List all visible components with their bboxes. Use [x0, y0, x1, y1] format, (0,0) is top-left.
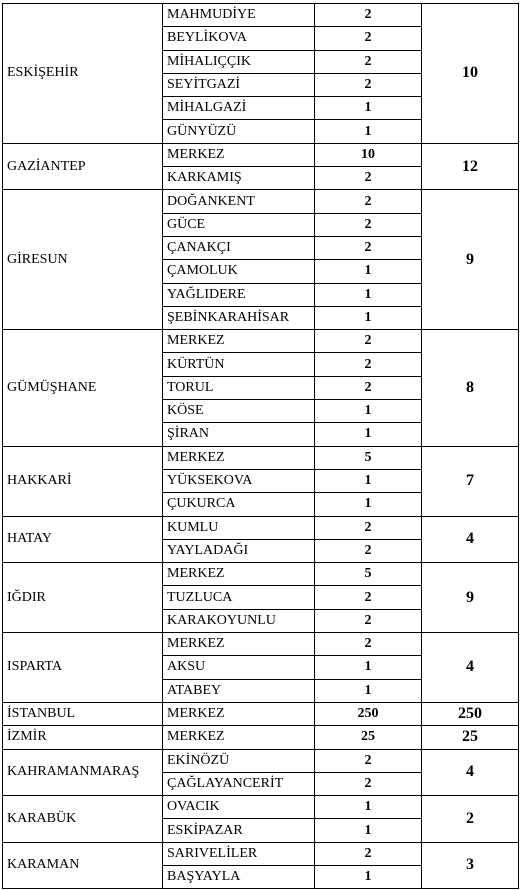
district-name: SARIVELİLER — [163, 842, 315, 865]
district-count: 5 — [315, 446, 422, 469]
district-name: SEYİTGAZİ — [163, 73, 315, 96]
district-count: 1 — [315, 97, 422, 120]
district-name: ŞİRAN — [163, 423, 315, 446]
province-name: ISPARTA — [3, 633, 163, 703]
province-name: GAZİANTEP — [3, 143, 163, 190]
district-name: YÜKSEKOVA — [163, 469, 315, 492]
district-name: OVACIK — [163, 796, 315, 819]
district-count: 1 — [315, 469, 422, 492]
province-name: GÜMÜŞHANE — [3, 330, 163, 446]
table-row — [3, 749, 519, 772]
district-name: ATABEY — [163, 679, 315, 702]
district-count: 2 — [315, 516, 422, 539]
district-count: 2 — [315, 749, 422, 772]
allocation-table — [2, 3, 519, 889]
district-count: 2 — [315, 376, 422, 399]
province-name: HATAY — [3, 516, 163, 563]
district-count: 2 — [315, 539, 422, 562]
province-name: İZMİR — [3, 726, 163, 749]
province-total: 25 — [422, 726, 519, 749]
district-count: 1 — [315, 400, 422, 423]
district-count: 2 — [315, 4, 422, 27]
district-name: KARKAMIŞ — [163, 167, 315, 190]
table-row — [3, 842, 519, 865]
district-name: ÇANAKÇI — [163, 236, 315, 259]
table-body — [3, 4, 519, 889]
province-total: 4 — [422, 633, 519, 703]
table-row — [3, 516, 519, 539]
province-total: 3 — [422, 842, 519, 889]
province-name: ESKİŞEHİR — [3, 4, 163, 144]
table-row — [3, 633, 519, 656]
province-name: HAKKARİ — [3, 446, 163, 516]
province-name: GİRESUN — [3, 190, 163, 330]
province-total: 8 — [422, 330, 519, 446]
table-row — [3, 4, 519, 27]
district-name: DOĞANKENT — [163, 190, 315, 213]
district-name: ÇUKURCA — [163, 493, 315, 516]
district-name: MERKEZ — [163, 702, 315, 725]
table-row — [3, 330, 519, 353]
district-name: ESKİPAZAR — [163, 819, 315, 842]
district-name: KARAKOYUNLU — [163, 609, 315, 632]
district-count: 2 — [315, 353, 422, 376]
table-row — [3, 143, 519, 166]
district-name: EKİNÖZÜ — [163, 749, 315, 772]
district-count: 2 — [315, 213, 422, 236]
district-name: MİHALIÇÇIK — [163, 50, 315, 73]
district-name: MERKEZ — [163, 563, 315, 586]
district-name: MERKEZ — [163, 143, 315, 166]
district-name: MERKEZ — [163, 446, 315, 469]
district-count: 1 — [315, 819, 422, 842]
province-total: 7 — [422, 446, 519, 516]
district-name: ÇAMOLUK — [163, 260, 315, 283]
province-total: 250 — [422, 702, 519, 725]
district-count: 2 — [315, 167, 422, 190]
district-count: 1 — [315, 283, 422, 306]
province-total: 10 — [422, 4, 519, 144]
province-total: 4 — [422, 516, 519, 563]
district-count: 1 — [315, 260, 422, 283]
district-count: 1 — [315, 423, 422, 446]
district-count: 25 — [315, 726, 422, 749]
district-count: 2 — [315, 842, 422, 865]
district-name: YAYLADAĞI — [163, 539, 315, 562]
district-count: 2 — [315, 330, 422, 353]
district-name: KÖSE — [163, 400, 315, 423]
province-total: 9 — [422, 563, 519, 633]
district-count: 2 — [315, 609, 422, 632]
table-row — [3, 702, 519, 725]
province-name: KARAMAN — [3, 842, 163, 889]
province-total: 2 — [422, 796, 519, 843]
district-name: YAĞLIDERE — [163, 283, 315, 306]
province-name: İSTANBUL — [3, 702, 163, 725]
district-name: AKSU — [163, 656, 315, 679]
district-name: TORUL — [163, 376, 315, 399]
district-count: 10 — [315, 143, 422, 166]
province-total: 9 — [422, 190, 519, 330]
table-row — [3, 726, 519, 749]
district-name: GÜCE — [163, 213, 315, 236]
district-count: 1 — [315, 120, 422, 143]
province-total: 12 — [422, 143, 519, 190]
district-count: 1 — [315, 796, 422, 819]
district-name: ŞEBİNKARAHİSAR — [163, 306, 315, 329]
district-name: KÜRTÜN — [163, 353, 315, 376]
district-count: 1 — [315, 656, 422, 679]
district-name: BAŞYAYLA — [163, 865, 315, 888]
district-count: 2 — [315, 27, 422, 50]
district-count: 1 — [315, 865, 422, 888]
district-name: ÇAĞLAYANCERİT — [163, 772, 315, 795]
table-row — [3, 796, 519, 819]
district-count: 2 — [315, 586, 422, 609]
district-count: 1 — [315, 306, 422, 329]
district-name: GÜNYÜZÜ — [163, 120, 315, 143]
province-name: IĞDIR — [3, 563, 163, 633]
district-name: BEYLİKOVA — [163, 27, 315, 50]
table-row — [3, 190, 519, 213]
district-count: 2 — [315, 236, 422, 259]
district-count: 2 — [315, 50, 422, 73]
province-total: 4 — [422, 749, 519, 796]
district-count: 2 — [315, 73, 422, 96]
district-name: MERKEZ — [163, 330, 315, 353]
district-count: 5 — [315, 563, 422, 586]
district-count: 2 — [315, 772, 422, 795]
district-name: MİHALGAZİ — [163, 97, 315, 120]
district-count: 250 — [315, 702, 422, 725]
district-name: MERKEZ — [163, 633, 315, 656]
table-row — [3, 446, 519, 469]
district-name: KUMLU — [163, 516, 315, 539]
province-name: KAHRAMANMARAŞ — [3, 749, 163, 796]
district-count: 2 — [315, 633, 422, 656]
province-name: KARABÜK — [3, 796, 163, 843]
table-row — [3, 563, 519, 586]
district-count: 1 — [315, 679, 422, 702]
district-name: MERKEZ — [163, 726, 315, 749]
district-name: TUZLUCA — [163, 586, 315, 609]
district-count: 1 — [315, 493, 422, 516]
district-name: MAHMUDİYE — [163, 4, 315, 27]
district-count: 2 — [315, 190, 422, 213]
